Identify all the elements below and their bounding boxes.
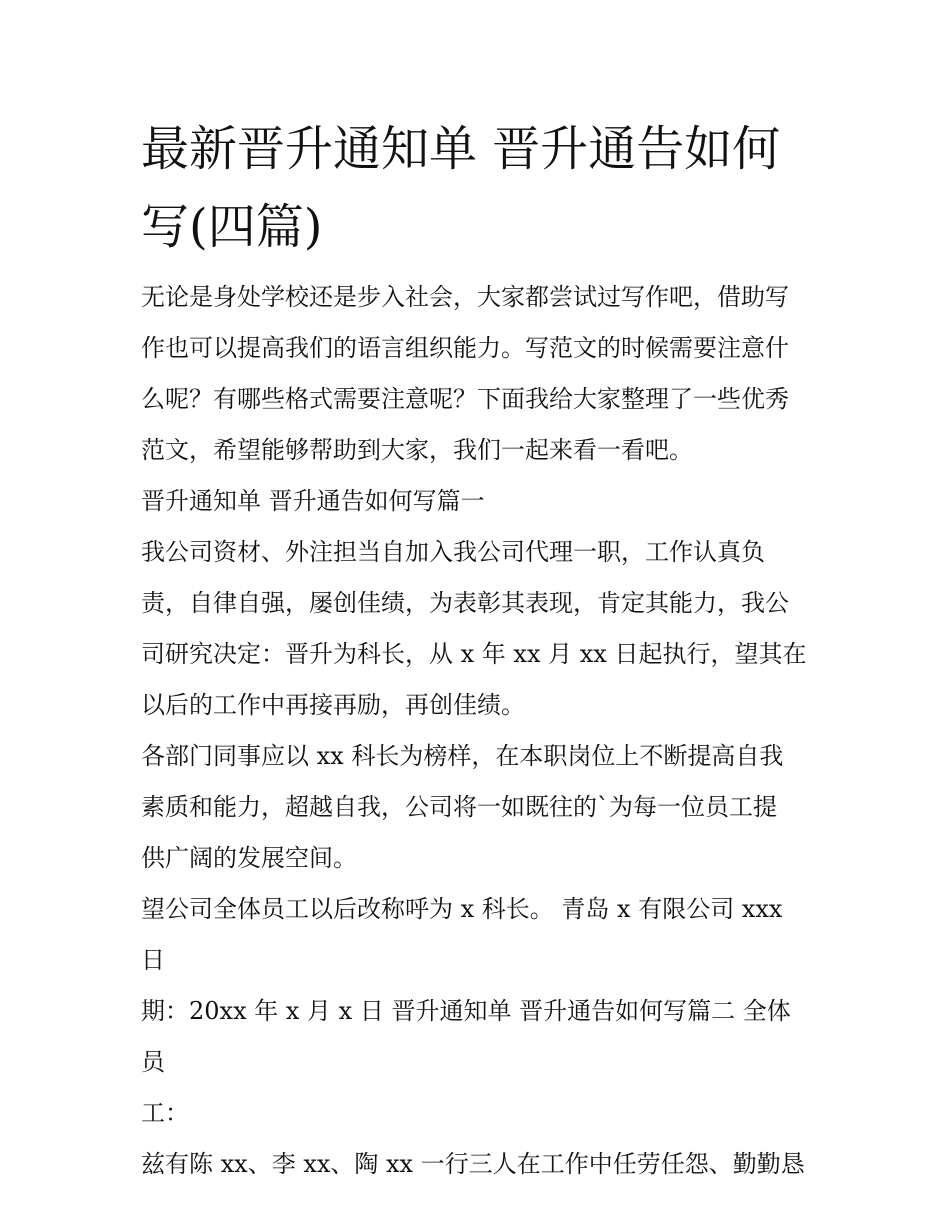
title-line-2: 写(四篇) [141, 199, 323, 255]
document-content [141, 110, 813, 1190]
body-line: 责，自律自强，屡创佳绩，为表彰其表现，肯定其能力，我公 [141, 589, 789, 617]
body-line: 工： [141, 1099, 189, 1127]
title-line-1: 最新晋升通知单 晋升通告如何 [141, 121, 781, 177]
document-title [141, 110, 813, 266]
body-line: 么呢？有哪些格式需要注意呢？下面我给大家整理了一些优秀 [141, 385, 789, 413]
body-line: 范文，希望能够帮助到大家，我们一起来看一看吧。 [141, 436, 693, 464]
body-line: 兹有陈 xx、李 xx、陶 xx 一行三人在工作中任劳任怨、勤勤恳 [141, 1150, 805, 1178]
body-line: 以后的工作中再接再励，再创佳绩。 [141, 691, 525, 719]
body-line: 素质和能力，超越自我，公司将一如既往的`为每一位员工提 [141, 793, 777, 821]
section-heading-1: 晋升通知单 晋升通告如何写篇一 [141, 487, 485, 515]
body-line: 望公司全体员工以后改称呼为 x 科长。 青岛 x 有限公司 xxx 日 [141, 895, 783, 974]
body-line: 我公司资材、外注担当自加入我公司代理一职，工作认真负 [141, 538, 765, 566]
body-line: 作也可以提高我们的语言组织能力。写范文的时候需要注意什 [141, 334, 789, 362]
body-line: 期：20xx 年 x 月 x 日 晋升通知单 晋升通告如何写篇二 全体员 [141, 997, 791, 1076]
body-line: 各部门同事应以 xx 科长为榜样，在本职岗位上不断提高自我 [141, 742, 784, 770]
body-line: 供广阔的发展空间。 [141, 844, 357, 872]
body-line: 司研究决定：晋升为科长，从 x 年 xx 月 xx 日起执行，望其在 [141, 640, 807, 668]
body-line: 无论是身处学校还是步入社会，大家都尝试过写作吧，借助写 [141, 283, 789, 311]
document-body [141, 272, 813, 1190]
